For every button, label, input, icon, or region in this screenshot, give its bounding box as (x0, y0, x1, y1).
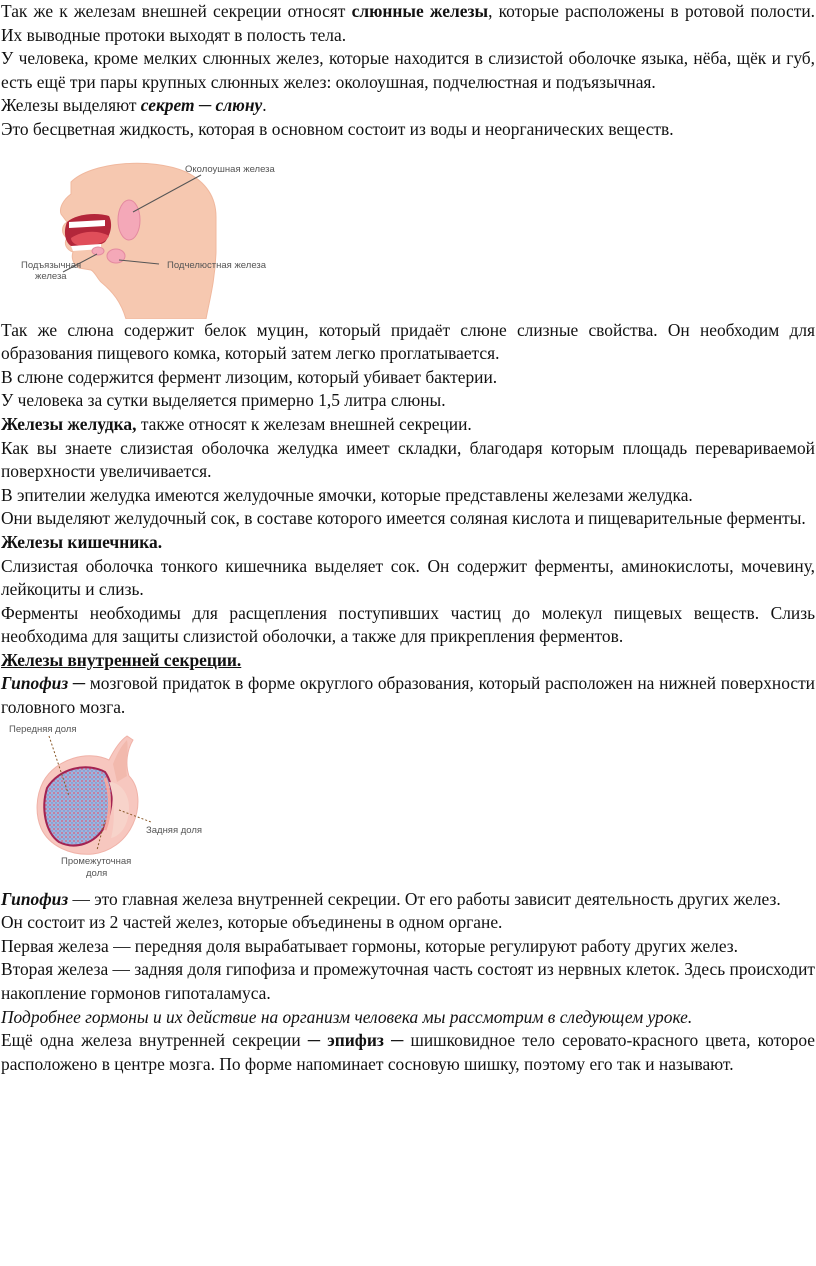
label-posterior-lobe: Задняя доля (146, 824, 203, 836)
heading-intestinal-glands: Железы кишечника. (1, 531, 163, 552)
label-anterior-lobe: Передняя доля (9, 723, 77, 735)
label-parotid-gland: Околоушная железа (185, 163, 275, 175)
text-run: ─ шишковидное тело серовато-красного цвета, которое расположено в центре мозга. По форме напоминает сосновую шишку, поэтому его так и называют. (1, 1030, 815, 1074)
term-pituitary: Гипофиз (1, 888, 69, 909)
text-run: , которые расположены в ротовой полости. Их выводные протоки выходят в полость тела. (1, 1, 816, 45)
paragraph-gastric-juice: Они выделяют желудочный сок, в составе которого имеется соляная кислота и пищеварительные ферменты. (1, 508, 806, 529)
paragraph-intestinal-juice: Слизистая оболочка тонкого кишечника выделяет сок. Он содержит ферменты, аминокислоты, мочевину, лейкоциты и слизь. (1, 555, 815, 600)
label-intermediate-lobe-line2: доля (86, 867, 108, 879)
text-run: Так же к железам внешней секреции относят (1, 1, 352, 21)
text-run: Ещё одна железа внутренней секреции ─ (1, 1030, 328, 1051)
paragraph-posterior-lobe: Вторая железа — задняя доля гипофиза и промежуточная часть состоят из нервных клеток. Здесь происходит накопление гормонов гипоталамуса. (1, 959, 815, 1004)
paragraph-pituitary-parts: Он состоит из 2 частей желез, которые объединены в одном органе. (1, 912, 503, 933)
text-run: также относят к железам внешней секреции. (136, 413, 472, 434)
paragraph-gastric-glands (1, 413, 815, 437)
text-run: мозговой придаток в форме округлого образования, который расположен на нижней поверхности головного мозга. (1, 673, 815, 718)
label-sublingual-gland-line2: железа (35, 270, 67, 282)
heading-endocrine-glands: Железы внутренней секреции. (1, 649, 242, 670)
label-submandibular-gland: Подчелюстная железа (167, 259, 267, 271)
paragraph-pineal (1, 1029, 815, 1076)
pituitary-figure (1, 720, 815, 888)
term-saliva: секрет ─ слюну (140, 95, 263, 116)
paragraph-secretion (1, 94, 815, 118)
paragraph-pituitary-intro (1, 672, 815, 719)
paragraph-next-lesson-note: Подробнее гормоны и их действие на организм человека мы рассмотрим в следующем уроке. (1, 1006, 693, 1027)
term-pineal-gland: эпифиз (327, 1030, 384, 1051)
paragraph-salivary-intro (1, 0, 815, 47)
paragraph-enzymes: Ферменты необходимы для расщепления поступивших частиц до молекул пищевых веществ. Слизь необходима для защиты слизистой оболочки, а также для прикрепления ферментов. (1, 602, 815, 647)
head-illustration (1, 142, 301, 319)
text-run: . (262, 95, 267, 116)
term-pituitary: Гипофиз ─ (1, 673, 86, 694)
pituitary-illustration (1, 720, 301, 888)
paragraph-gastric-folds: Как вы знаете слизистая оболочка желудка имеет складки, благодаря которым площадь перевариваемой поверхности увеличивается. (1, 437, 815, 482)
paragraph-salivary-pairs: У человека, кроме мелких слюнных желез, которые находится в слизистой оболочке языка, нёба, щёк и губ, есть ещё три пары крупных слюнных желез: околоушная, подчелюстная и подъязычная. (1, 48, 815, 92)
paragraph-mucin: Так же слюна содержит белок муцин, который придаёт слюне слизные свойства. Он необходим для образования пищевого комка, который затем легко проглатывается. (1, 319, 815, 364)
paragraph-pituitary-main (1, 888, 815, 912)
paragraph-saliva-composition: Это бесцветная жидкость, которая в основном состоит из воды и неорганических веществ. (1, 118, 674, 139)
heading-gastric-glands: Железы желудка, (1, 413, 137, 434)
label-intermediate-lobe-line1: Промежуточная (61, 855, 132, 867)
paragraph-saliva-volume: У человека за сутки выделяется примерно 1,5 литра слюны. (1, 390, 446, 411)
salivary-glands-figure (1, 142, 815, 319)
label-sublingual-gland-line1: Подъязычная (21, 259, 82, 271)
paragraph-gastric-pits: В эпителии желудка имеются желудочные ямочки, которые представлены железами желудка. (1, 484, 693, 505)
term-salivary-glands: слюнные железы (351, 1, 489, 21)
paragraph-lysozyme: В слюне содержится фермент лизоцим, который убивает бактерии. (1, 366, 498, 387)
text-run: Железы выделяют (1, 95, 141, 116)
paragraph-anterior-lobe: Первая железа — передняя доля вырабатывает гормоны, которые регулируют работу других желез. (1, 935, 738, 956)
text-run: — это главная железа внутренней секреции. От его работы зависит деятельность других желез. (68, 888, 781, 909)
